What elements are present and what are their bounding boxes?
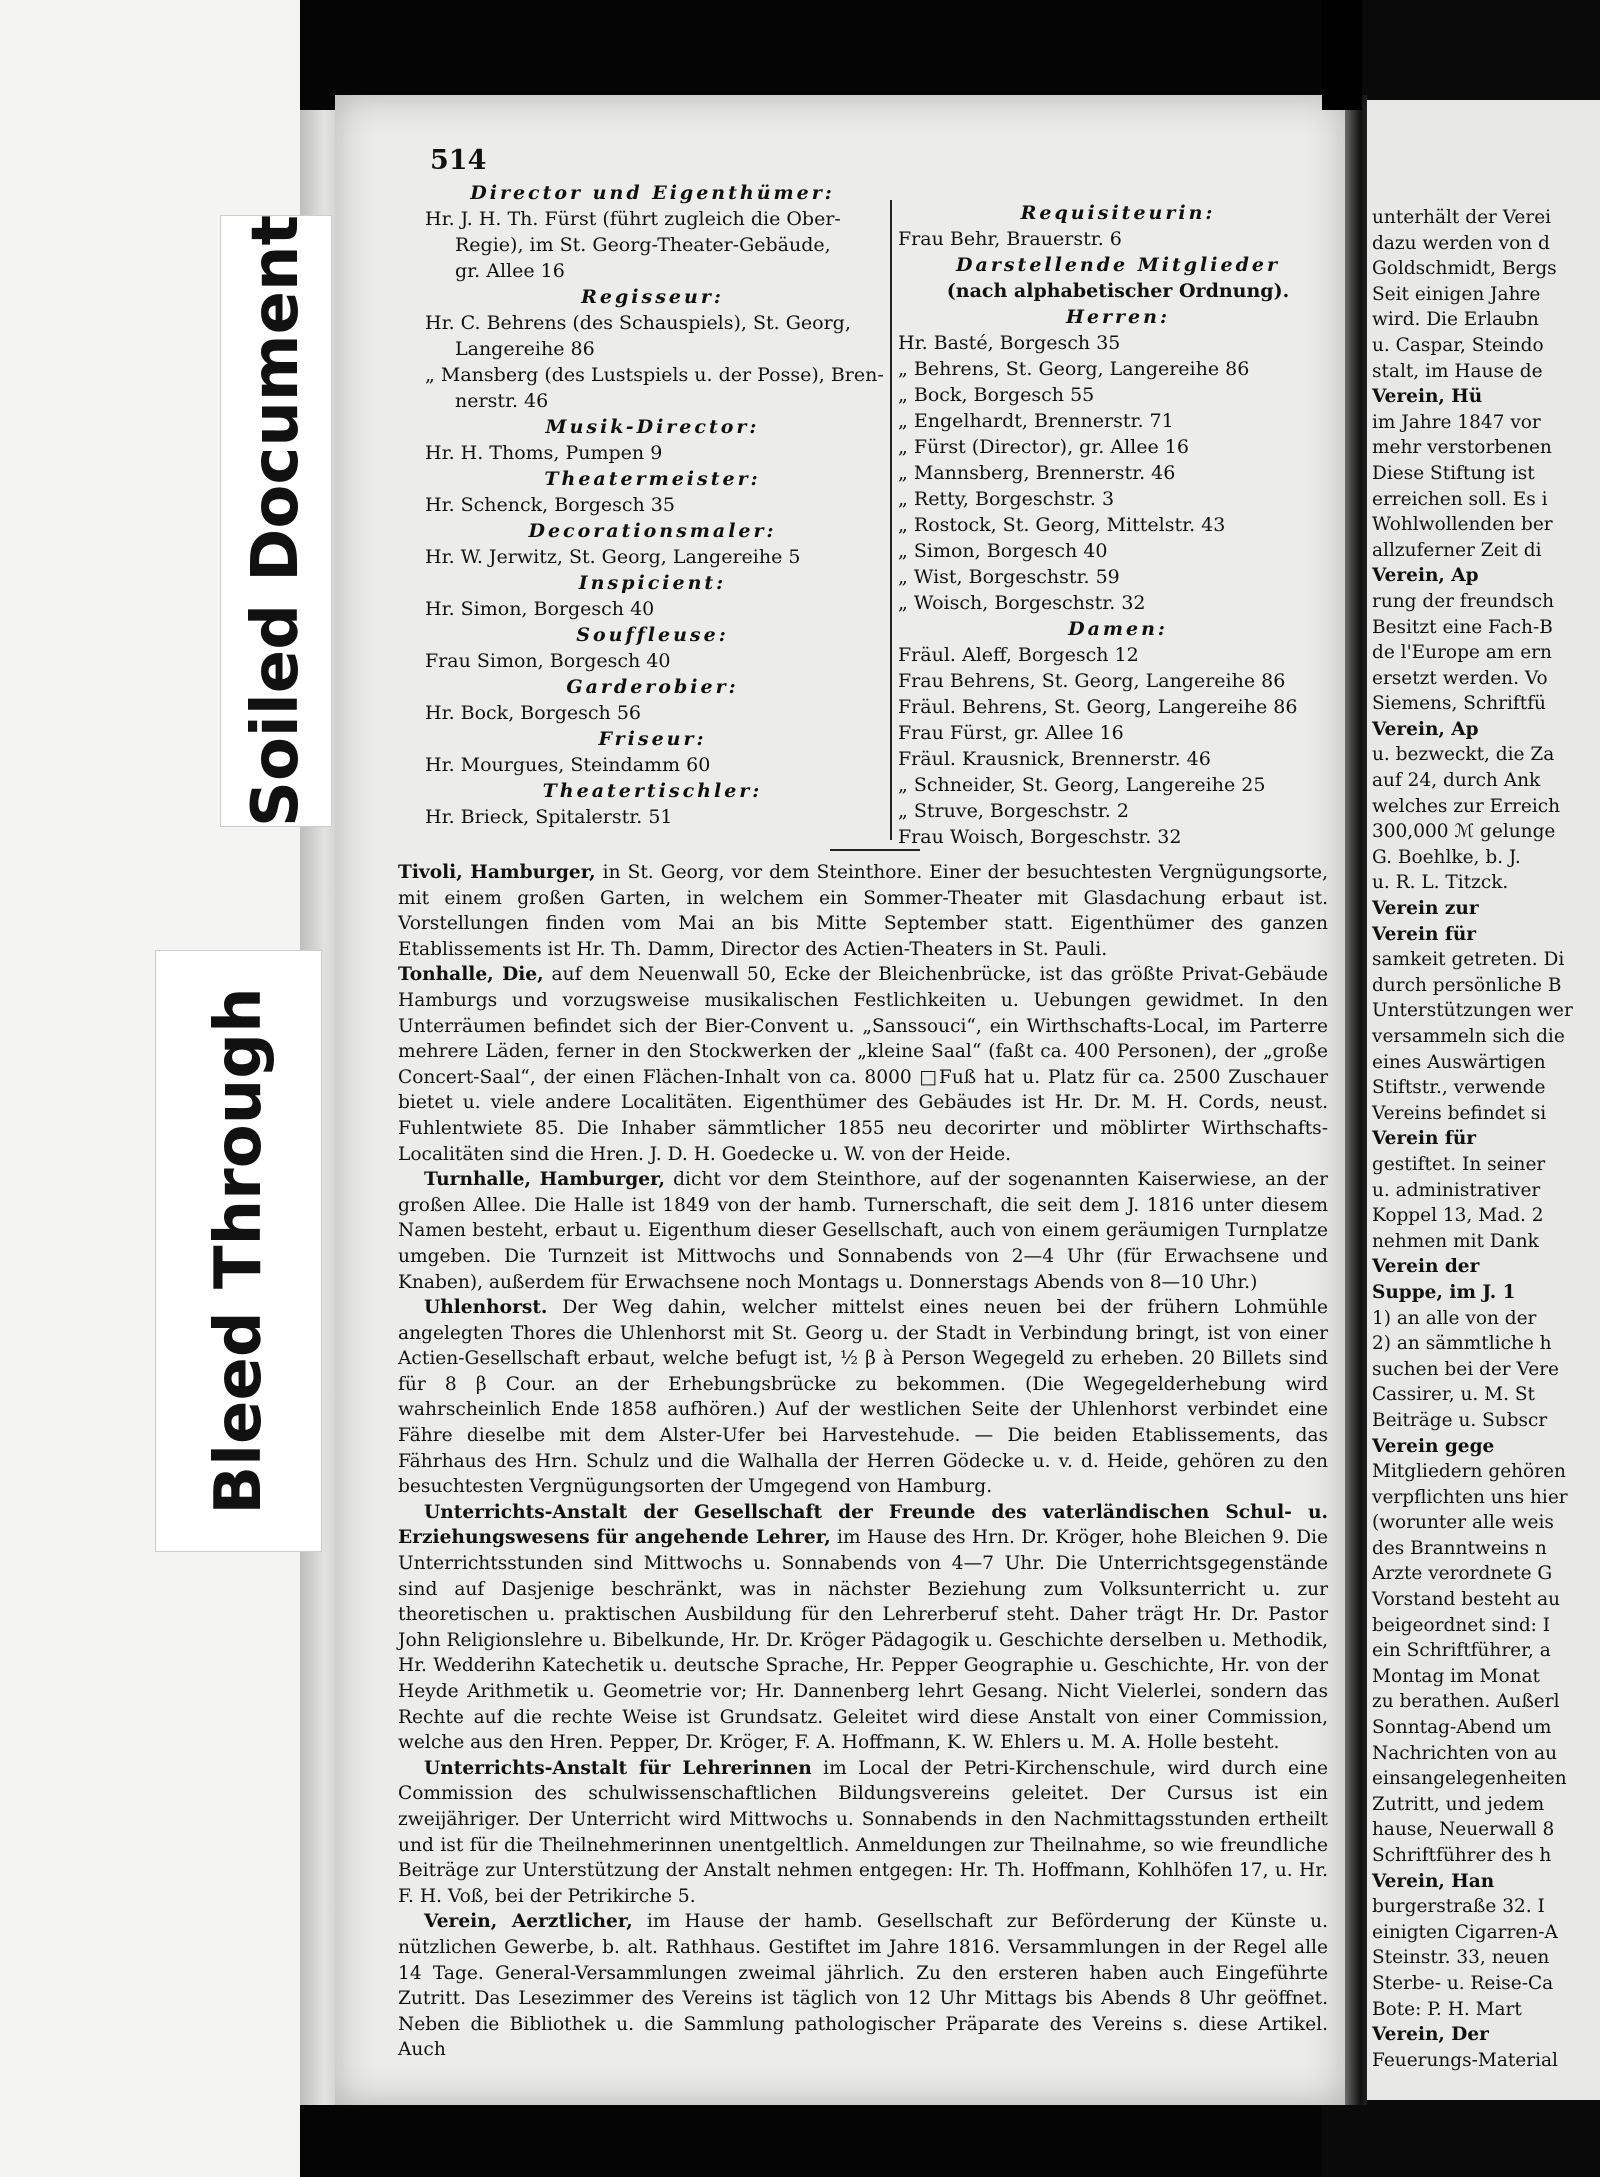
column-entry: „ Fürst (Director), gr. Allee 16 [898, 436, 1189, 458]
entry-heading: Turnhalle, Hamburger, [424, 1169, 665, 1191]
column-entry: Frau Fürst, gr. Allee 16 [898, 722, 1124, 744]
column-heading: Theatertischler: [542, 780, 763, 802]
entry-heading: Tonhalle, Die, [398, 964, 544, 986]
right-page-line: Arzte verordnete G [1372, 1563, 1553, 1585]
right-page-line: rung der freundsch [1372, 590, 1554, 612]
right-page-line: Feuerungs-Material [1372, 2049, 1558, 2071]
right-page-line: Koppel 13, Mad. 2 [1372, 1205, 1544, 1227]
body-text [398, 860, 1328, 2063]
right-page-line: einsangelegenheiten [1372, 1768, 1567, 1790]
right-page-line: Verein zur [1372, 898, 1479, 920]
soiled-document-label [220, 215, 332, 827]
right-page-line: des Branntweins n [1372, 1537, 1547, 1559]
right-page-line: Verein, Ap [1372, 718, 1479, 740]
right-page-line: Mitgliedern gehören [1372, 1461, 1566, 1483]
column-entry: Regie), im St. Georg-Theater-Gebäude, [455, 234, 831, 256]
right-page-line: Vereins befindet si [1372, 1102, 1547, 1124]
right-page-line: auf 24, durch Ank [1372, 770, 1541, 792]
column-entry: Hr. W. Jerwitz, St. Georg, Langereihe 5 [425, 546, 801, 568]
entry-paragraph [398, 962, 1328, 1167]
left-column [425, 180, 884, 830]
page-number: 514 [430, 145, 487, 176]
column-heading: (nach alphabetischer Ordnung). [946, 280, 1290, 302]
right-page-line: Montag im Monat [1372, 1665, 1540, 1687]
top-black-bar [1322, 0, 1362, 110]
column-entry: Hr. Brieck, Spitalerstr. 51 [425, 806, 673, 828]
right-page-line: Besitzt eine Fach-B [1372, 616, 1553, 638]
right-page-line: Suppe, im J. 1 [1372, 1281, 1516, 1303]
column-heading: Souffleuse: [576, 624, 729, 646]
right-page-line: gestiftet. In seiner [1372, 1153, 1546, 1175]
entry-heading: Verein, Aerztlicher, [424, 1911, 633, 1933]
right-page-line: Wohlwollenden ber [1372, 514, 1553, 536]
right-page-line: ersetzt werden. Vo [1372, 667, 1548, 689]
right-page-line: versammeln sich die [1372, 1026, 1565, 1047]
entry-text: im Local der Petri-Kirchenschule, wird durch eine Commission des schulwissenschaftlichen Bildungsvereins geleitet. Der Cursus ist ein zweijähriger. Der Unterricht wird Mittwochs u. Sonnabends in den Nachmittagsstunden ertheilt und ist für die Theilnehmerinnen unentgeltlich. Anmeldungen zur Theilnahme, so wie freundliche Beiträge zur Unterstützung der Anstalt nehmen entgegen: Hr. Th. Hoffmann, Kohlhöfen 17, u. Hr. F. H. Voß, bei der Petrikirche 5. [398, 1757, 1328, 1907]
column-heading: Decorationsmaler: [528, 520, 777, 542]
column-entry: Fräul. Aleff, Borgesch 12 [898, 644, 1139, 666]
right-page-line: Sonntag-Abend um [1372, 1717, 1552, 1739]
right-page-line: Verein, Han [1372, 1870, 1495, 1892]
soiled-document-text: Soiled Document [239, 214, 313, 828]
column-entry: „ Behrens, St. Georg, Langereihe 86 [898, 358, 1250, 380]
column-entry: „ Woisch, Borgeschstr. 32 [898, 592, 1146, 614]
column-entry: „ Bock, Borgesch 55 [898, 384, 1095, 406]
column-heading: Regisseur: [581, 286, 724, 308]
column-heading: Darstellende Mitglieder [956, 254, 1280, 276]
book-gutter [1345, 95, 1367, 2105]
right-page-line: Bote: P. H. Mart [1372, 1998, 1522, 2020]
column-entry: Frau Behr, Brauerstr. 6 [898, 228, 1122, 250]
entry-text: dicht vor dem Steinthore, auf der sogenannten Kaiserwiese, an der großen Allee. Die Halle ist 1849 von der hamb. Turnerschaft, die seit dem J. 1816 unter diesem Namen besteht, erbaut u. Eigenthum dieser Gesellschaft, auch von einem geräumigen Turnplatze umgeben. Die Turnzeit ist Mittwochs und Sonnabends von 2—4 Uhr (für Erwachsene und Knaben), außerdem für Erwachsene noch Montags u. Donnerstags Abends von 8—10 Uhr.) [398, 1169, 1328, 1293]
right-page-line: u. administrativer [1372, 1179, 1541, 1201]
right-page-line: Unterstützungen wer [1372, 1000, 1573, 1022]
entry-heading: Uhlenhorst. [424, 1297, 548, 1319]
entry-heading: Tivoli, Hamburger, [398, 862, 596, 883]
right-page-line: G. Boehlke, b. J. [1372, 846, 1521, 868]
entry-paragraph [398, 1295, 1328, 1500]
right-page-line: welches zur Erreich [1372, 795, 1561, 817]
right-page-line: Schriftführer des h [1372, 1845, 1552, 1866]
right-page-line: burgerstraße 32. I [1372, 1896, 1545, 1918]
column-entry: Fräul. Krausnick, Brennerstr. 46 [898, 748, 1211, 770]
column-entry: Hr. Bock, Borgesch 56 [425, 702, 642, 724]
right-page-line: Verein, Hü [1372, 386, 1483, 408]
column-entry: Hr. H. Thoms, Pumpen 9 [425, 442, 663, 464]
entry-text: im Hause der hamb. Gesellschaft zur Beförderung der Künste u. nützlichen Gewerbe, b. alt. Rathhaus. Gestiftet im Jahre 1816. Versammlungen in der Regel alle 14 Tage. General-Versammlungen zweimal jährlich. Zu den ersteren haben auch Eingeführte Zutritt. Das Lesezimmer des Vereins ist täglich von 12 Uhr Mittags bis Abends 8 Uhr geöffnet. Neben die Bibliothek u. die Sammlung pathologischer Präparate des Vereins s. diese Artikel. Auch [398, 1911, 1328, 2061]
right-page-line: u. Caspar, Steindo [1372, 334, 1544, 356]
right-page-line: Cassirer, u. M. St [1372, 1384, 1535, 1406]
column-entry: Frau Simon, Borgesch 40 [425, 650, 671, 672]
right-page-line: Verein, Ap [1372, 565, 1479, 587]
right-page-line: Diese Stiftung ist [1372, 462, 1535, 484]
right-page-line: hause, Neuerwall 8 [1372, 1819, 1555, 1841]
right-page-line: Verein, Der [1372, 2024, 1489, 2046]
right-page-line: Sterbe- u. Reise-Ca [1372, 1972, 1554, 1994]
right-page-line: allzuferner Zeit di [1372, 539, 1542, 561]
column-heading: Requisiteurin: [1020, 202, 1216, 224]
column-heading: Director und Eigenthümer: [470, 182, 835, 204]
column-heading: Herren: [1066, 306, 1170, 328]
entry-heading: Unterrichts-Anstalt für Lehrerinnen [424, 1757, 812, 1779]
column-entry: „ Wist, Borgeschstr. 59 [898, 566, 1120, 588]
right-page-line: wird. Die Erlaubn [1372, 309, 1539, 331]
right-page-line: Beiträge u. Subscr [1372, 1409, 1548, 1431]
right-page-line: stalt, im Hause de [1372, 360, 1543, 382]
bleed-through-text: Bleed Through [201, 987, 276, 1515]
right-page-line: Verein für [1372, 1128, 1477, 1150]
right-page-line: Nachrichten von au [1372, 1742, 1558, 1764]
right-page-line: nehmen mit Dank [1372, 1230, 1539, 1252]
column-entry: Frau Behrens, St. Georg, Langereihe 86 [898, 670, 1286, 692]
entry-text: in St. Georg, vor dem Steinthore. Einer der besuchtesten Vergnügungsorte, mit einem großen Garten, in welchem ein Sommer-Theater mit Glasdachung erbaut ist. Vorstellungen finden vom Mai an bis Mitte September statt. Eigenthümer des ganzen Etablissements ist Hr. Th. Damm, Director des Actien-Theaters in St. Pauli. [398, 862, 1328, 960]
right-page-line: samkeit getreten. Di [1372, 949, 1565, 971]
right-page-line: 300,000 ℳ gelunge [1372, 821, 1556, 843]
section-divider [830, 849, 920, 851]
right-page-line: Vorstand besteht au [1372, 1589, 1561, 1611]
column-entry: Hr. Simon, Borgesch 40 [425, 598, 655, 620]
column-heading: Friseur: [598, 728, 707, 750]
entry-heading: Unterrichts-Anstalt der Gesellschaft der Freunde des vaterländischen Schul- u. Erziehungswesens für angehende Lehrer, [398, 1501, 1328, 1549]
entry-text: im Hause des Hrn. Dr. Kröger, hohe Bleichen 9. Die Unterrichtsstunden sind Mittwochs u. Sonnabends von 4—7 Uhr. Die Unterrichtsgegenstände sind auf Dasjenige beschränkt, was in nächster Beziehung zum Volksunterricht u. zur theoretischen u. praktischen Ausbildung für den Lehrerberuf steht. Daher trägt Hr. Dr. Pastor John Religionslehre u. Bibelkunde, Hr. Dr. Kröger Pädagogik u. Geschichte derselben u. Methodik, Hr. Wedderihn Katechetik u. deutsche Sprache, Hr. Pepper Geographie u. Geschichte, Hr. von der Heyde Arithmetik u. Geometrie vor; Hr. Dannenberg lehrt Gesang. Nicht Vielerlei, sondern das Rechte auf die rechte Weise ist Grundsatz. Geleitet wird diese Anstalt von einer Commission, welche aus den Hren. Pepper, Dr. Kröger, F. A. Hoffmann, K. W. Ehlers u. M. A. Holle besteht. [398, 1527, 1328, 1754]
column-heading: Inspicient: [578, 572, 727, 594]
right-page-line: 1) an alle von der [1372, 1307, 1537, 1329]
entry-text: Der Weg dahin, welcher mittelst eines neuen bei der frühern Lohmühle angelegten Thores die Uhlenhorst mit St. Georg u. der Stadt in Verbindung bringt, ist von einer Actien-Gesellschaft erbaut, welche befugt ist, ½ β à Person Wegegeld zu erheben. 20 Billets sind für 8 β Cour. an der Erhebungsbrücke zu bekommen. (Die Wegegelderhebung wird wahrscheinlich Ende 1858 aufhören.) Auf der westlichen Seite der Uhlenhorst verbindet eine Fähre dieselbe mit dem Alster-Ufer bei Harvestehude. — Die beiden Etablissements, das Fährhaus des Hrn. Schulz und die Walhalla der Herren Gödecke u. v. d. Heide, gehören zu den besuchtesten Vergnügungsorten der Umgegend von Hamburg. [398, 1297, 1328, 1498]
right-page-line: durch persönliche B [1372, 974, 1562, 996]
column-entry: „ Simon, Borgesch 40 [898, 540, 1108, 562]
right-page-line: Verein der [1372, 1256, 1480, 1278]
right-page-line: suchen bei der Vere [1372, 1358, 1559, 1380]
right-page-line: Seit einigen Jahre [1372, 283, 1541, 305]
column-entry: Hr. C. Behrens (des Schauspiels), St. Georg, [425, 312, 851, 334]
right-page-text [1372, 205, 1600, 2073]
right-column [890, 200, 1338, 848]
right-page-line: Zutritt, und jedem [1372, 1793, 1545, 1815]
column-entry: „ Engelhardt, Brennerstr. 71 [898, 410, 1174, 432]
right-page-line: zu berathen. Außerl [1372, 1691, 1560, 1713]
column-entry: Hr. Schenck, Borgesch 35 [425, 494, 675, 516]
entry-text: auf dem Neuenwall 50, Ecke der Bleichenbrücke, ist das größte Privat-Gebäude Hamburgs und vorzugsweise musikalischen Festlichkeiten u. Uebungen gewidmet. In den Unterräumen befindet sich der Bier-Convent u. „Sanssouci“, ein Wirthschafts-Local, im Parterre mehrere Läden, ferner in den Stockwerken der „kleine Saal“ (faßt ca. 400 Personen), der „große Concert-Saal“, der einen Flächen-Inhalt von ca. 8000 □Fuß hat u. Platz für ca. 2500 Zuschauer bietet u. viele andere Localitäten. Eigenthümer des Gebäudes ist Hr. Dr. M. H. Cords, neust. Fuhlentwiete 85. Die Inhaber sämmtlicher 1855 neu decorirter und möblirter Wirthschafts-Localitäten sind die Hren. J. D. H. Goedecke u. W. von der Heide. [398, 964, 1328, 1165]
right-page-line: 2) an sämmtliche h [1372, 1333, 1552, 1355]
column-entry: „ Rostock, St. Georg, Mittelstr. 43 [898, 514, 1226, 536]
column-entry: Hr. J. H. Th. Fürst (führt zugleich die Ober- [425, 208, 841, 230]
right-page-line: (worunter alle weis [1372, 1512, 1554, 1534]
column-heading: Garderobier: [566, 676, 739, 698]
column-entry: „ Struve, Borgeschstr. 2 [898, 800, 1129, 822]
right-page-line: de l'Europe am ern [1372, 642, 1552, 664]
right-page-line: Siemens, Schriftfü [1372, 693, 1546, 715]
column-heading: Musik-Director: [545, 416, 760, 438]
right-page-line: mehr verstorbenen [1372, 437, 1552, 459]
column-entry: gr. Allee 16 [455, 260, 565, 282]
column-entry: Frau Woisch, Borgeschstr. 32 [898, 826, 1182, 848]
entry-paragraph [398, 860, 1328, 962]
bleed-through-label [155, 950, 322, 1552]
right-page-line: Goldschmidt, Bergs [1372, 258, 1557, 280]
column-heading: Damen: [1068, 618, 1168, 640]
right-page-line: u. R. L. Titzck. [1372, 872, 1509, 894]
column-entry: Langereihe 86 [455, 338, 595, 360]
entry-paragraph [398, 1756, 1328, 1910]
entry-paragraph [398, 1500, 1328, 1756]
right-page-line: Verein für [1372, 923, 1477, 945]
entry-paragraph [398, 1909, 1328, 2063]
column-entry: nerstr. 46 [455, 390, 549, 412]
right-page-line: verpflichten uns hier [1372, 1486, 1568, 1508]
right-page-line: Stiftstr., verwende [1372, 1077, 1546, 1099]
entry-paragraph [398, 1167, 1328, 1295]
right-page-line: einigten Cigarren-A [1372, 1921, 1558, 1943]
right-page-line: ein Schriftführer, a [1372, 1640, 1551, 1662]
column-heading: Theatermeister: [544, 468, 761, 490]
column-entry: „ Retty, Borgeschstr. 3 [898, 488, 1115, 510]
right-page-line: dazu werden von d [1372, 232, 1550, 254]
right-page-line: Steinstr. 33, neuen [1372, 1947, 1550, 1969]
column-entry: Hr. Basté, Borgesch 35 [898, 332, 1121, 354]
right-page-line: im Jahre 1847 vor [1372, 411, 1541, 433]
right-page-line: u. bezweckt, die Za [1372, 744, 1555, 766]
right-page-line: erreichen soll. Es i [1372, 488, 1548, 510]
column-entry: „ Mannsberg, Brennerstr. 46 [898, 462, 1176, 484]
right-page-line: beigeordnet sind: I [1372, 1614, 1551, 1636]
column-entry: „ Schneider, St. Georg, Langereihe 25 [898, 774, 1266, 796]
right-page-line: eines Auswärtigen [1372, 1051, 1546, 1073]
column-entry: „ Mansberg (des Lustspiels u. der Posse), Bren- [425, 364, 884, 386]
right-page-line: Verein gege [1372, 1435, 1495, 1457]
column-entry: Hr. Mourgues, Steindamm 60 [425, 754, 711, 776]
column-entry: Fräul. Behrens, St. Georg, Langereihe 86 [898, 696, 1298, 718]
right-page-line: unterhält der Verei [1372, 207, 1552, 228]
